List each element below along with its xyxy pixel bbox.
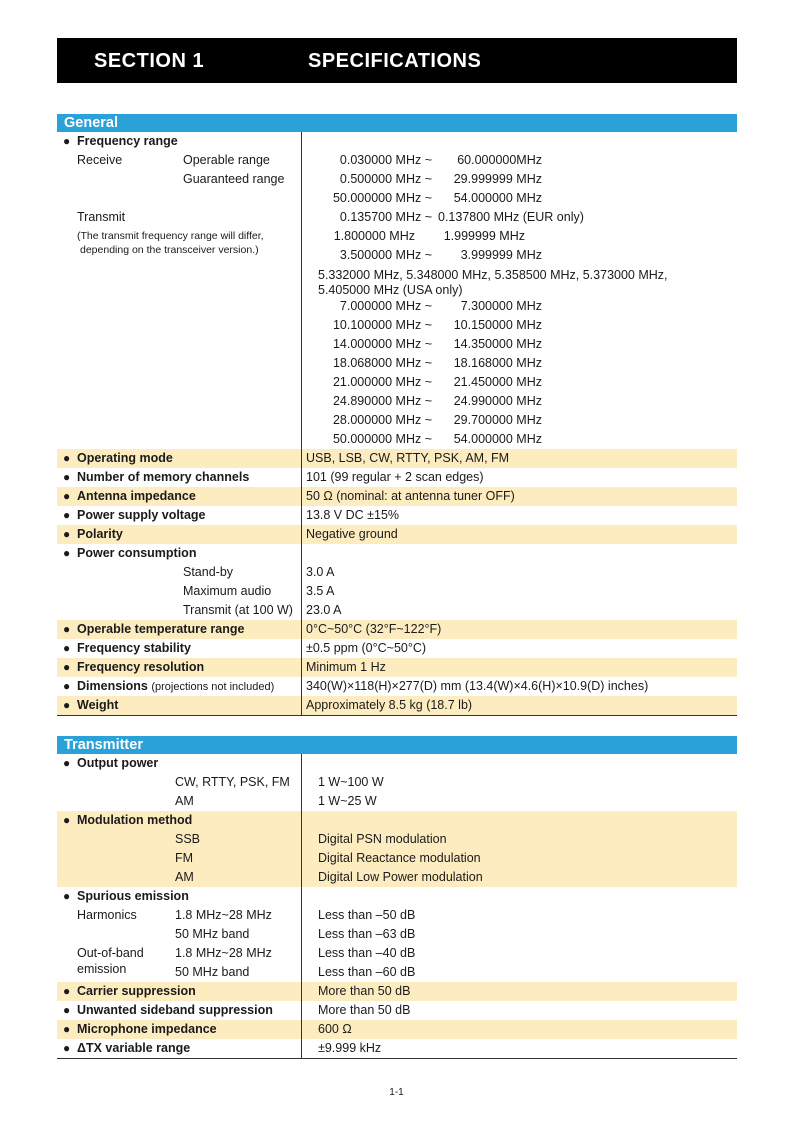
bullet: ● bbox=[63, 508, 71, 522]
spec-label: Polarity bbox=[77, 527, 123, 541]
freq-start: 50.000000 MHz ~ bbox=[332, 432, 432, 446]
receive-label: Receive bbox=[77, 153, 123, 167]
rx-operable-row bbox=[57, 151, 737, 170]
spec-value: 340(W)×118(H)×277(D) mm (13.4(W)×4.6(H)×10.9(D) inches) bbox=[301, 677, 737, 696]
band-label: 50 MHz band bbox=[175, 965, 250, 979]
spec-row bbox=[57, 1039, 737, 1058]
freq-end: 14.350000 MHz bbox=[453, 337, 542, 351]
bullet: ● bbox=[63, 1022, 71, 1036]
spec-label: Carrier suppression bbox=[77, 984, 196, 998]
spec-label: Operable temperature range bbox=[77, 622, 245, 636]
tx-row bbox=[57, 392, 737, 411]
spec-value: More than 50 dB bbox=[301, 982, 737, 1001]
freq-end: 10.150000 MHz bbox=[453, 318, 542, 332]
bullet: ● bbox=[63, 470, 71, 484]
spec-sublabel: CW, RTTY, PSK, FM bbox=[175, 775, 290, 789]
band-label: 1.8 MHz~28 MHz bbox=[175, 908, 272, 922]
transmitter-spec-table bbox=[57, 736, 737, 1059]
freq-start: 7.000000 MHz ~ bbox=[339, 299, 432, 313]
spec-row bbox=[57, 506, 737, 525]
spec-sublabel: Maximum audio bbox=[183, 584, 272, 598]
spec-subrow bbox=[57, 906, 737, 925]
spec-sublabel: FM bbox=[175, 851, 194, 865]
tx-row bbox=[57, 297, 737, 316]
spec-value: 1 W~25 W bbox=[301, 792, 737, 811]
spec-subrow bbox=[57, 773, 737, 792]
bullet: ● bbox=[63, 889, 71, 903]
bullet: ● bbox=[63, 1041, 71, 1055]
spec-label: Microphone impedance bbox=[77, 1022, 217, 1036]
spec-value: 13.8 V DC ±15% bbox=[301, 506, 737, 525]
spec-value: More than 50 dB bbox=[301, 1001, 737, 1020]
band-label: 1.8 MHz~28 MHz bbox=[175, 946, 272, 960]
spec-row bbox=[57, 1001, 737, 1020]
section-title: SPECIFICATIONS bbox=[308, 50, 482, 72]
spec-label: Antenna impedance bbox=[77, 489, 196, 503]
spec-row bbox=[57, 487, 737, 506]
bullet: ● bbox=[63, 527, 71, 541]
spec-subrow bbox=[57, 563, 737, 582]
freq-start: 1.800000 MHz bbox=[333, 229, 415, 243]
spec-label: Unwanted sideband suppression bbox=[77, 1003, 273, 1017]
section-number: SECTION 1 bbox=[94, 50, 205, 72]
spec-row bbox=[57, 982, 737, 1001]
freq-start: 50.000000 MHz ~ bbox=[332, 191, 432, 205]
spec-row bbox=[57, 639, 737, 658]
spec-subrow bbox=[57, 925, 737, 944]
bullet: ● bbox=[63, 489, 71, 503]
spec-subrow bbox=[57, 849, 737, 868]
spec-value: 600 Ω bbox=[301, 1020, 737, 1039]
operable-range-label: Operable range bbox=[183, 153, 270, 167]
spec-label: ΔTX variable range bbox=[77, 1041, 191, 1055]
spec-sublabel: Stand-by bbox=[183, 565, 234, 579]
tx-row bbox=[57, 354, 737, 373]
freq-end: 24.990000 MHz bbox=[453, 394, 542, 408]
spec-row bbox=[57, 468, 737, 487]
freq-start: 21.000000 MHz ~ bbox=[332, 375, 432, 389]
spec-value: Digital Low Power modulation bbox=[301, 868, 737, 887]
tx-row bbox=[57, 411, 737, 430]
spec-row bbox=[57, 620, 737, 639]
freq-start: 18.068000 MHz ~ bbox=[332, 356, 432, 370]
spec-sublabel: SSB bbox=[175, 832, 201, 846]
spec-value: Digital PSN modulation bbox=[301, 830, 737, 849]
spec-subrow bbox=[57, 601, 737, 620]
transmit-label: Transmit bbox=[77, 210, 126, 224]
bullet: ● bbox=[63, 134, 71, 148]
spec-row bbox=[57, 887, 737, 906]
spec-row bbox=[57, 811, 737, 830]
spec-label: Operating mode bbox=[77, 451, 173, 465]
tx-row bbox=[57, 316, 737, 335]
spec-label: Frequency range bbox=[77, 134, 178, 148]
freq-end: 18.168000 MHz bbox=[453, 356, 542, 370]
spec-value: ±9.999 kHz bbox=[301, 1039, 737, 1058]
transmitter-heading: Transmitter bbox=[57, 736, 737, 754]
dimensions-label: Dimensions bbox=[77, 679, 148, 693]
bullet: ● bbox=[63, 451, 71, 465]
harmonics-label: Harmonics bbox=[77, 908, 137, 922]
tx-row bbox=[57, 373, 737, 392]
freq-end: 54.000000 MHz bbox=[453, 191, 542, 205]
dimensions-note: (projections not included) bbox=[151, 681, 275, 693]
spec-value: Negative ground bbox=[301, 525, 737, 544]
spec-label: Power consumption bbox=[77, 546, 197, 560]
spec-value: Minimum 1 Hz bbox=[301, 658, 737, 677]
spec-row bbox=[57, 658, 737, 677]
spec-label: Power supply voltage bbox=[77, 508, 206, 522]
freq-end: 0.137800 MHz (EUR only) bbox=[438, 210, 584, 224]
bullet: ● bbox=[63, 660, 71, 674]
spec-row bbox=[57, 544, 737, 563]
spec-value: Less than –63 dB bbox=[301, 925, 737, 944]
bullet: ● bbox=[63, 813, 71, 827]
tx-60m-row bbox=[57, 265, 737, 297]
spec-sublabel: AM bbox=[175, 870, 194, 884]
freq-end: 60.000000MHz bbox=[457, 153, 542, 167]
bullet: ● bbox=[63, 984, 71, 998]
freq-start: 28.000000 MHz ~ bbox=[332, 413, 432, 427]
spec-value: 0°C~50°C (32°F~122°F) bbox=[301, 620, 737, 639]
rx-guaranteed-row bbox=[57, 170, 737, 189]
spec-subrow bbox=[57, 792, 737, 811]
spec-label: Number of memory channels bbox=[77, 470, 250, 484]
freq-end: 29.700000 MHz bbox=[453, 413, 542, 427]
spec-label: Frequency resolution bbox=[77, 660, 205, 674]
spec-value: 3.5 A bbox=[301, 582, 737, 601]
freq-end: 29.999999 MHz bbox=[453, 172, 542, 186]
tx-row bbox=[57, 430, 737, 449]
rx-guaranteed-row bbox=[57, 189, 737, 208]
bullet: ● bbox=[63, 622, 71, 636]
bullet: ● bbox=[63, 546, 71, 560]
spec-value: Less than –60 dB bbox=[301, 963, 737, 982]
freq-end: 1.999999 MHz bbox=[443, 229, 525, 243]
spec-row bbox=[57, 525, 737, 544]
freq-start: 10.100000 MHz ~ bbox=[332, 318, 432, 332]
bullet: ● bbox=[63, 698, 71, 712]
spec-subrow bbox=[57, 830, 737, 849]
spec-row bbox=[57, 449, 737, 468]
spec-label: Frequency stability bbox=[77, 641, 191, 655]
freq-end: 7.300000 MHz bbox=[460, 299, 542, 313]
spec-sublabel: Transmit (at 100 W) bbox=[183, 603, 293, 617]
spec-value: Digital Reactance modulation bbox=[301, 849, 737, 868]
freq-end: 54.000000 MHz bbox=[453, 432, 542, 446]
spec-label bbox=[77, 677, 274, 697]
bullet: ● bbox=[63, 756, 71, 770]
freq-60m-line: 5.332000 MHz, 5.348000 MHz, 5.358500 MHz, 5.373000 MHz, bbox=[318, 268, 668, 282]
tx-row bbox=[57, 208, 737, 227]
spec-value: Less than –40 dB bbox=[301, 944, 737, 963]
general-heading: General bbox=[57, 114, 737, 132]
spec-row bbox=[57, 1020, 737, 1039]
section-header bbox=[57, 38, 737, 83]
spec-subrow bbox=[57, 582, 737, 601]
guaranteed-range-label: Guaranteed range bbox=[183, 172, 285, 186]
tx-row bbox=[57, 335, 737, 354]
spec-value: 101 (99 regular + 2 scan edges) bbox=[301, 468, 737, 487]
band-label: 50 MHz band bbox=[175, 927, 250, 941]
spec-value: Less than –50 dB bbox=[301, 906, 737, 925]
transmit-note: depending on the transceiver version.) bbox=[80, 244, 259, 256]
bullet: ● bbox=[63, 1003, 71, 1017]
bullet: ● bbox=[63, 641, 71, 655]
tx-row bbox=[57, 246, 737, 265]
freq-start: 0.135700 MHz ~ bbox=[339, 210, 432, 224]
spec-value: ±0.5 ppm (0°C~50°C) bbox=[301, 639, 737, 658]
spec-label: Spurious emission bbox=[77, 889, 189, 903]
spec-subrow bbox=[57, 868, 737, 887]
freq-start: 0.500000 MHz ~ bbox=[339, 172, 432, 186]
freq-start: 3.500000 MHz ~ bbox=[339, 248, 432, 262]
spec-value: 50 Ω (nominal: at antenna tuner OFF) bbox=[301, 487, 737, 506]
spec-row bbox=[57, 754, 737, 773]
bullet: ● bbox=[63, 679, 71, 693]
spec-value: 3.0 A bbox=[301, 563, 737, 582]
freq-start: 14.000000 MHz ~ bbox=[332, 337, 432, 351]
spec-value: USB, LSB, CW, RTTY, PSK, AM, FM bbox=[301, 449, 737, 468]
spec-row bbox=[57, 677, 737, 696]
spec-subrow bbox=[57, 944, 737, 963]
freq-range-row bbox=[57, 132, 737, 151]
spec-label: Output power bbox=[77, 756, 159, 770]
spec-row bbox=[57, 696, 737, 715]
spec-value: Approximately 8.5 kg (18.7 lb) bbox=[301, 696, 737, 715]
spec-value: 1 W~100 W bbox=[301, 773, 737, 792]
freq-end: 21.450000 MHz bbox=[453, 375, 542, 389]
oob-label: Out-of-band bbox=[77, 946, 144, 960]
freq-start: 0.030000 MHz ~ bbox=[339, 153, 432, 167]
general-spec-table bbox=[57, 114, 737, 716]
freq-60m-line: 5.405000 MHz (USA only) bbox=[318, 283, 463, 297]
transmit-note: (The transmit frequency range will differ, bbox=[77, 230, 264, 242]
freq-start: 24.890000 MHz ~ bbox=[332, 394, 432, 408]
page-number: 1-1 bbox=[389, 1087, 404, 1098]
spec-value: 23.0 A bbox=[301, 601, 737, 620]
oob-label: emission bbox=[77, 962, 127, 976]
spec-label: Weight bbox=[77, 698, 119, 712]
freq-end: 3.999999 MHz bbox=[460, 248, 542, 262]
spec-label: Modulation method bbox=[77, 813, 193, 827]
spec-sublabel: AM bbox=[175, 794, 194, 808]
spec-subrow bbox=[57, 963, 737, 982]
